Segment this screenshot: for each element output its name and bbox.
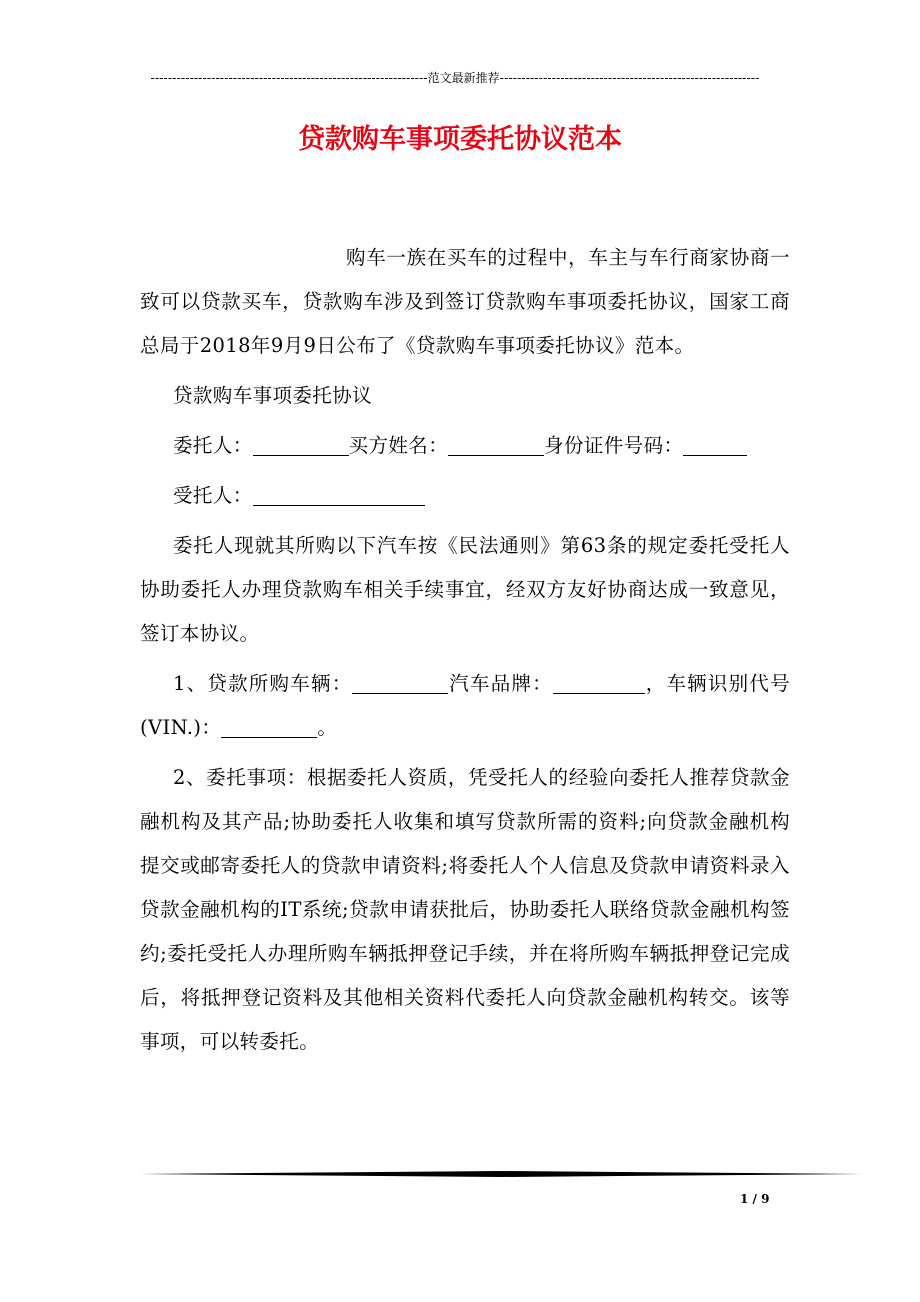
brand-blank (553, 674, 645, 695)
page-number: 1 / 9 (740, 1192, 770, 1206)
header-dashes-right: ------------------------------------------------------------ (499, 71, 760, 85)
item1-vehicle-label: 1、贷款所购车辆： (173, 672, 353, 695)
item1-vin-label: ，车辆识别代号(VIN.)： (140, 672, 790, 739)
id-blank (683, 436, 747, 457)
buyer-label: 买方姓名： (348, 434, 449, 457)
agreement-title: 贷款购车事项委托协议 (173, 384, 373, 407)
item1-end: 。 (317, 716, 338, 739)
page-header (140, 68, 770, 88)
agent-label: 受托人： (173, 484, 253, 507)
footer-divider (140, 1171, 862, 1177)
id-label: 身份证件号码： (544, 434, 684, 457)
document-body (140, 236, 790, 1070)
buyer-blank (448, 436, 544, 457)
intro-paragraph: 购车一族在买车的过程中，车主与车行商家协商一致可以贷款买车，贷款购车涉及到签订贷款购车事项委托协议，国家工商总局于2018年9月9日公布了《贷款购车事项委托协议》范本。 (140, 246, 790, 357)
principal-label: 委托人： (173, 434, 253, 457)
header-label: 范文最新推荐 (427, 71, 500, 85)
parties-line (140, 424, 790, 468)
principal-blank (253, 436, 349, 457)
purpose-paragraph: 委托人现就其所购以下汽车按《民法通则》第63条的规定委托受托人协助委托人办理贷款购车相关手续事宜，经双方友好协商达成一致意见，签订本协议。 (140, 534, 790, 645)
item2-paragraph: 2、委托事项：根据委托人资质，凭受托人的经验向委托人推荐贷款金融机构及其产品;协助委托人收集和填写贷款所需的资料;向贷款金融机构提交或邮寄委托人的贷款申请资料;将委托人个人信息及贷款申请资料录入贷款金融机构的IT系统;贷款申请获批后，协助委托人联络贷款金融机构签约;委托受托人办理所购车辆抵押登记手续，并在将所购车辆抵押登记完成后，将抵押登记资料及其他相关资料代委托人向贷款金融机构转交。该等事项，可以转委托。 (140, 766, 790, 1053)
header-dashes-left: ---------------------------------------------------------------- (150, 71, 428, 85)
item1-brand-label: 汽车品牌： (448, 672, 553, 695)
item1-paragraph (140, 662, 790, 750)
agent-line (140, 474, 790, 518)
vin-blank (221, 718, 317, 739)
vehicle-blank (352, 674, 448, 695)
document-title: 贷款购车事项委托协议范本 (298, 124, 622, 155)
agent-blank (253, 486, 425, 507)
